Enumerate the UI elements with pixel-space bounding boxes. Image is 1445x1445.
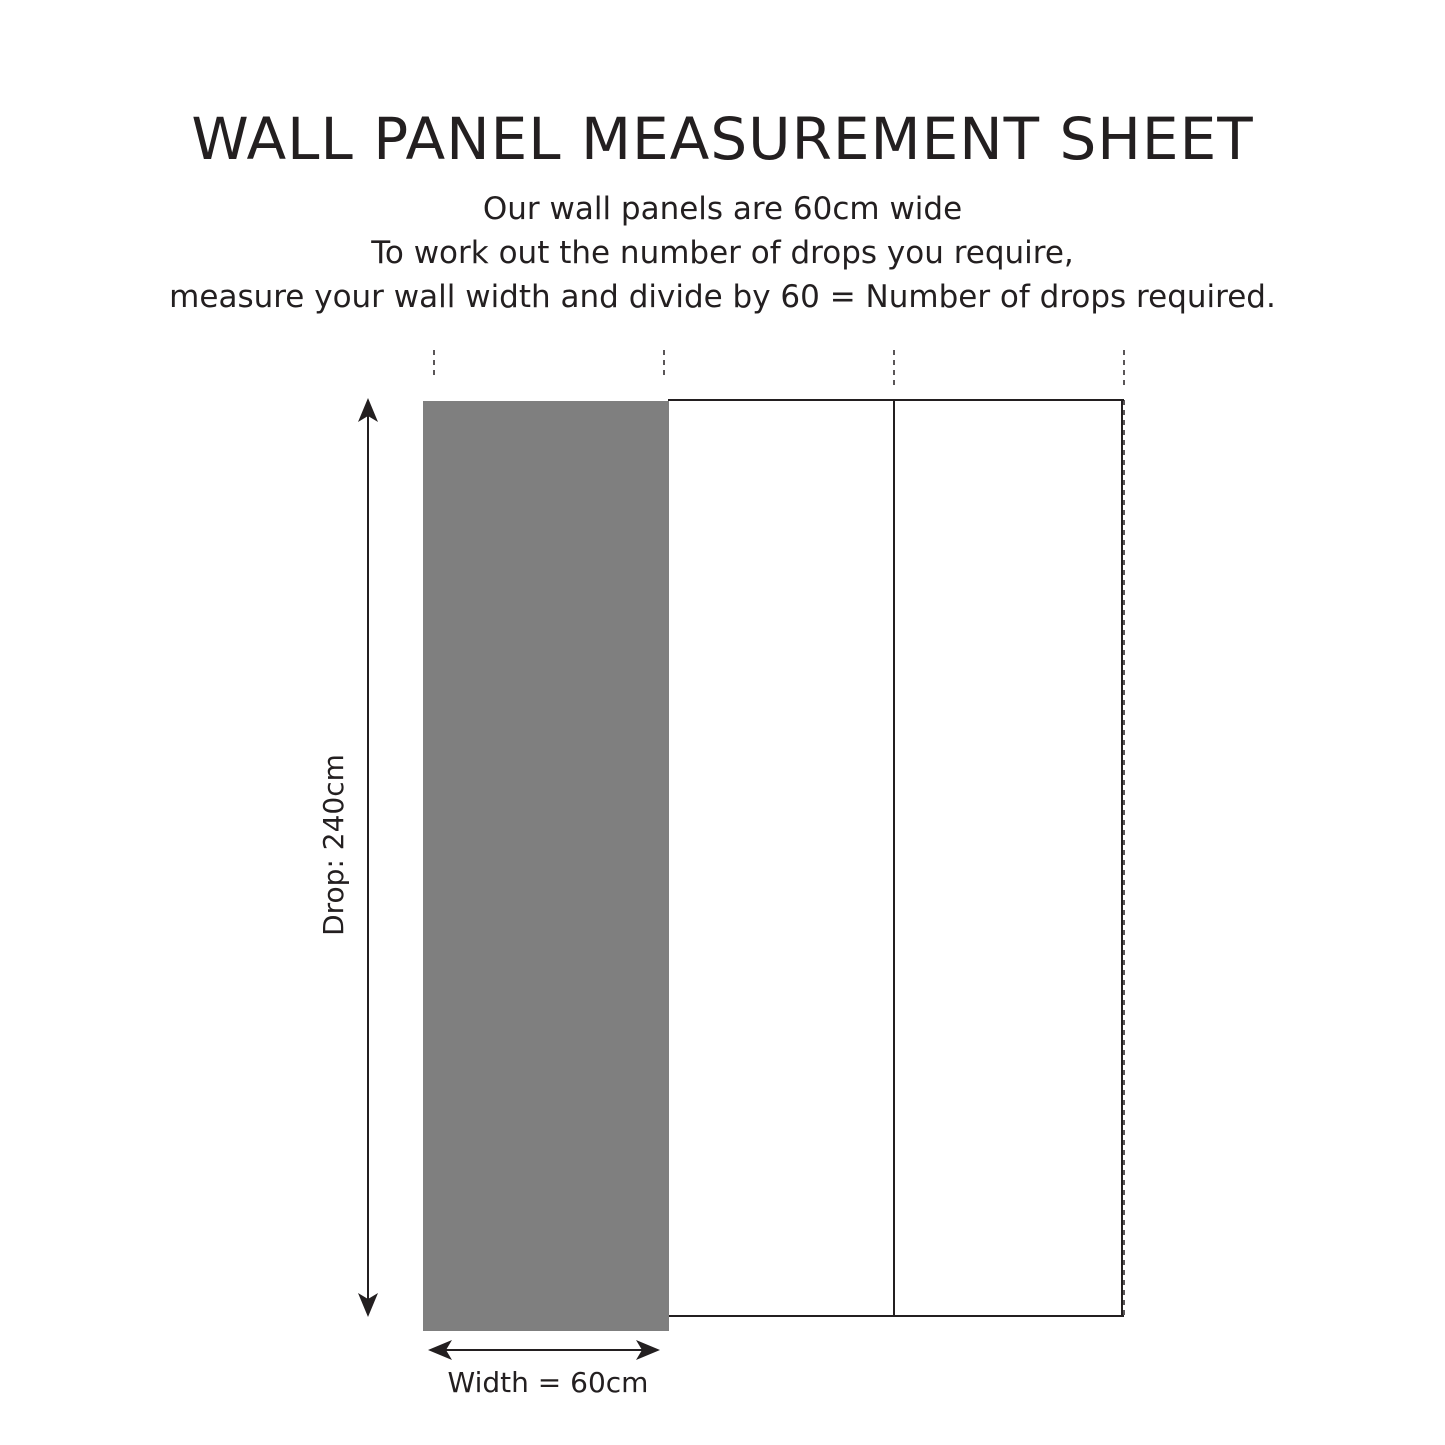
- drop-arrow: [358, 398, 378, 1317]
- drop-label-text: Drop: 240cm: [317, 754, 350, 936]
- width-label: Width = 60cm: [447, 1366, 649, 1399]
- subtitle-line-2: To work out the number of drops you require,: [371, 235, 1074, 271]
- outline-panels: [668, 400, 1124, 1316]
- subtitle-line-3: measure your wall width and divide by 60 = Number of drops required.: [169, 279, 1276, 315]
- width-arrow: [428, 1340, 660, 1360]
- subtitle-line-1: Our wall panels are 60cm wide: [482, 191, 963, 227]
- page-title: WALL PANEL MEASUREMENT SHEET: [191, 105, 1254, 173]
- highlighted-panel: [423, 401, 669, 1331]
